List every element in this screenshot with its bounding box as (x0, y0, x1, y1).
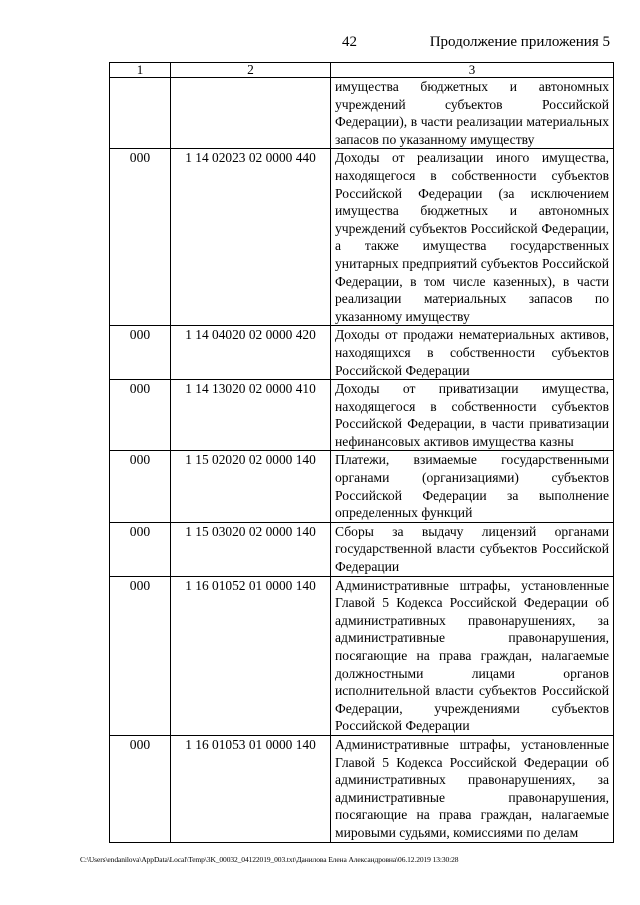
column-header-2: 2 (171, 63, 331, 78)
table-row (110, 326, 614, 380)
budget-code-cell: 1 14 04020 02 0000 420 (171, 326, 331, 380)
budget-code-cell: 1 15 02020 02 0000 140 (171, 451, 331, 522)
admin-code-cell: 000 (110, 735, 171, 842)
budget-code-cell: 1 16 01053 01 0000 140 (171, 735, 331, 842)
description-cell: Доходы от приватизации имущества, находящегося в собственности субъектов Российской Федерации, в части приватизации нефинансовых активов имущества казны (331, 380, 614, 451)
page-number: 42 (342, 34, 357, 50)
description-cell: Доходы от продажи нематериальных активов, находящихся в собственности субъектов Российской Федерации (331, 326, 614, 380)
table-row (110, 735, 614, 842)
description-cell: Платежи, взимаемые государственными органами (организациями) субъектов Российской Федерации за выполнение определенных функций (331, 451, 614, 522)
description-cell: Административные штрафы, установленные Главой 5 Кодекса Российской Федерации об административных правонарушениях, за административные правонарушения, посягающие на права граждан, налагаемые должностными лицами органов исполнительной власти субъектов Российской Федерации, учреждениями субъектов Российской Федерации (331, 576, 614, 735)
continuation-caption: Продолжение приложения 5 (429, 34, 610, 50)
file-path-footer: C:\Users\endanilova\AppData\Local\Temp\3K_00032_04122019_003.txt\Данилова Елена Александровна\06.12.2019 13:30:28 (80, 855, 459, 864)
revenue-codes-table (109, 62, 614, 843)
description-cell: Сборы за выдачу лицензий органами государственной власти субъектов Российской Федерации (331, 522, 614, 576)
admin-code-cell: 000 (110, 451, 171, 522)
description-cell: Административные штрафы, установленные Главой 5 Кодекса Российской Федерации об административных правонарушениях, за административные правонарушения, посягающие на права граждан, налагаемые мировыми судьями, комиссиями по делам (331, 735, 614, 842)
admin-code-cell: 000 (110, 149, 171, 326)
admin-code-cell (110, 78, 171, 149)
table-header-row (110, 63, 614, 78)
table-row (110, 380, 614, 451)
table-row (110, 149, 614, 326)
budget-code-cell: 1 14 13020 02 0000 410 (171, 380, 331, 451)
description-cell: Доходы от реализации иного имущества, находящегося в собственности субъектов Российской Федерации (за исключением имущества бюджетных и автономных учреждений субъектов Российской Федерации, а также имущества государственных унитарных предприятий субъектов Российской Федерации, в том числе казенных), в части реализации материальных запасов по указанному имуществу (331, 149, 614, 326)
description-cell: имущества бюджетных и автономных учреждений субъектов Российской Федерации), в части реализации материальных запасов по указанному имуществу (331, 78, 614, 149)
budget-code-cell: 1 14 02023 02 0000 440 (171, 149, 331, 326)
admin-code-cell: 000 (110, 380, 171, 451)
column-header-3: 3 (331, 63, 614, 78)
budget-code-cell (171, 78, 331, 149)
admin-code-cell: 000 (110, 522, 171, 576)
budget-code-cell: 1 15 03020 02 0000 140 (171, 522, 331, 576)
budget-code-cell: 1 16 01052 01 0000 140 (171, 576, 331, 735)
table-row (110, 522, 614, 576)
admin-code-cell: 000 (110, 326, 171, 380)
table-row (110, 576, 614, 735)
admin-code-cell: 000 (110, 576, 171, 735)
table-row (110, 451, 614, 522)
table-row (110, 78, 614, 149)
column-header-1: 1 (110, 63, 171, 78)
